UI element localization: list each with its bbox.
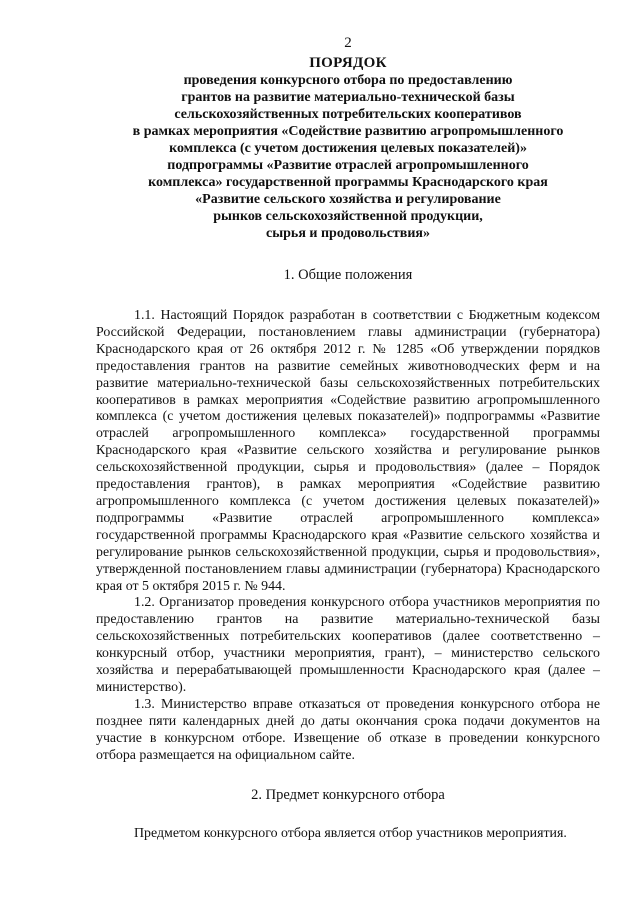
title-line: комплекса» государственной программы Краснодарского края xyxy=(148,175,548,190)
title-line: в рамках мероприятия «Содействие развитию агропромышленного xyxy=(132,124,564,139)
title-line: сырья и продовольствия» xyxy=(266,226,430,241)
document-title xyxy=(96,54,600,242)
paragraph-1-1: 1.1. Настоящий Порядок разработан в соответствии с Бюджетным кодексом Российской Федерации, постановлением главы администрации (губернатора) Краснодарского края от 26 октября 2012 г. № 1285 «Об утверждении порядков предоставления грантов на развитие семейных животноводческих ферм и на развитие материально-технической базы сельскохозяйственных потребительских кооперативов в рамках мероприятия «Содействие развитию агропромышленного комплекса (с учетом достижения целевых показателей)» подпрограммы «Развитие отраслей агропромышленного комплекса» государственной программы Краснодарского края «Развитие сельского хозяйства и регулирование рынков сельскохозяйственной продукции, сырья и продовольствия» (далее – Порядок предоставления грантов), в рамках мероприятия «Содействие развитию агропромышленного комплекса (с учетом достижения целевых показателей)» подпрограммы «Развитие отраслей агропромышленного комплекса» государственной программы Краснодарского края «Развитие сельского хозяйства и регулирование рынков сельскохозяйственной продукции, сырья и продовольствия», утвержденной постановлением главы администрации (губернатора) Краснодарского края от 5 октября 2015 г. № 944. xyxy=(96,308,600,594)
title-line: комплекса (с учетом достижения целевых показателей)» xyxy=(169,141,527,156)
paragraph-1-2: 1.2. Организатор проведения конкурсного отбора участников мероприятия по предоставлению грантов на развитие материально-технической базы сельскохозяйственных потребительских кооперативов (далее соответственно – конкурсный отбор, участники мероприятия, грант), – министерство сельского хозяйства и перерабатывающей промышленности Краснодарского края (далее – министерство). xyxy=(96,595,600,695)
title-line: проведения конкурсного отбора по предоставлению xyxy=(183,73,513,88)
title-main: ПОРЯДОК xyxy=(309,55,387,71)
title-line: рынков сельскохозяйственной продукции, xyxy=(213,209,483,224)
paragraph-1-3: 1.3. Министерство вправе отказаться от проведения конкурсного отбора не позднее пяти календарных дней до даты окончания срока подачи документов на участие в конкурсном отборе. Извещение об отказе в проведении конкурсного отбора размещается на официальном сайте. xyxy=(96,696,600,763)
paragraph-2-1: Предметом конкурсного отбора является отбор участников мероприятия. xyxy=(134,826,567,842)
title-line: сельскохозяйственных потребительских кооперативов xyxy=(174,107,522,122)
page-number: 2 xyxy=(344,35,352,51)
title-line: «Развитие сельского хозяйства и регулирование xyxy=(195,192,501,207)
section-heading-general: 1. Общие положения xyxy=(283,267,413,283)
section-heading-subject: 2. Предмет конкурсного отбора xyxy=(251,787,445,804)
title-line: подпрограммы «Развитие отраслей агропромышленного xyxy=(167,158,529,173)
title-line: грантов на развитие материально-технической базы xyxy=(181,90,515,105)
